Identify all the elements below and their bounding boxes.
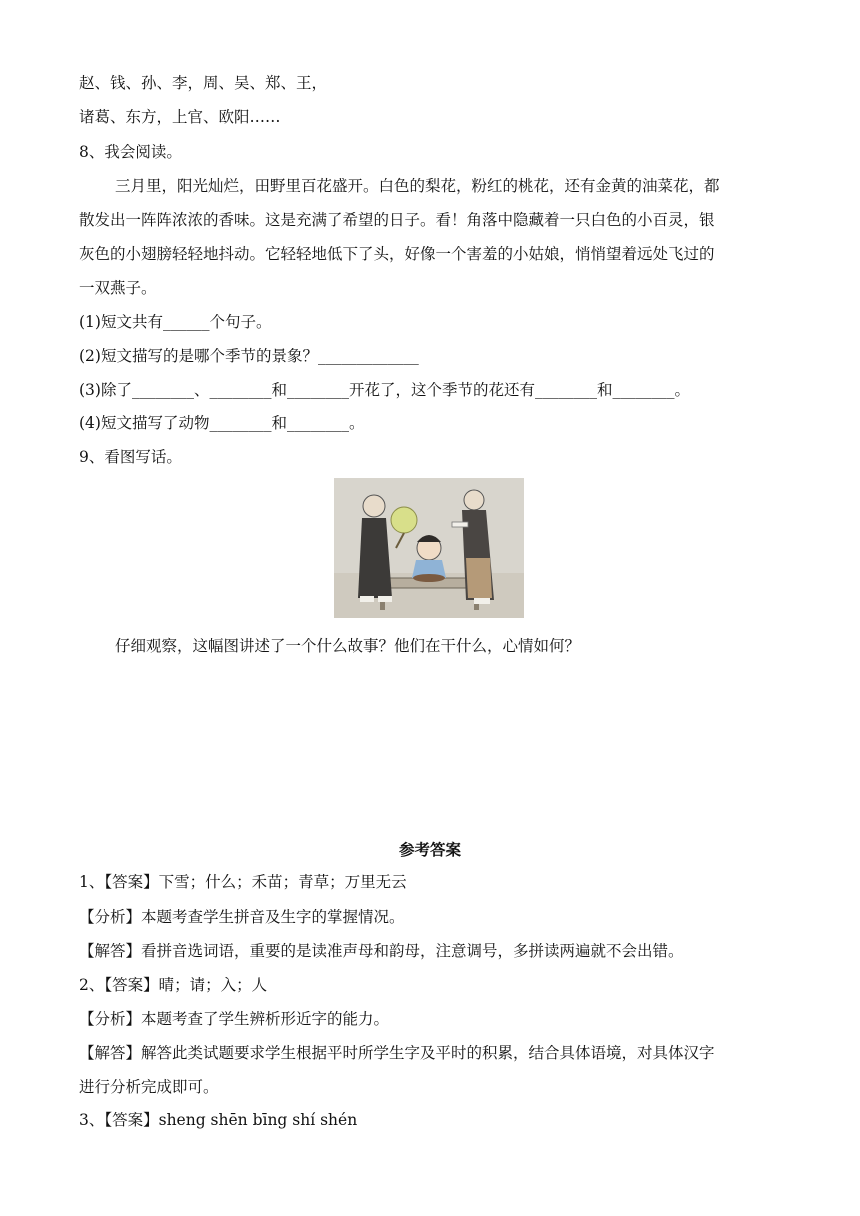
answer-1-analysis: 【分析】本题考查学生拼音及生字的掌握情况。 — [79, 908, 405, 926]
answer-3: 3、【答案】sheng shēn bīng shí shén — [79, 1111, 358, 1129]
passage-line: 三月里，阳光灿烂，田野里百花盛开。白色的梨花，粉红的桃花，还有金黄的油菜花，都 — [115, 177, 720, 195]
story-illustration — [334, 478, 524, 618]
passage-line: 散发出一阵阵浓浓的香味。这是充满了希望的日子。看！角落中隐藏着一只白色的小百灵，银 — [79, 211, 715, 229]
question-9-heading: 9、看图写话。 — [79, 448, 182, 466]
passage-line: 灰色的小翅膀轻轻地抖动。它轻轻地低下了头，好像一个害羞的小姑娘，悄悄望着远处飞过的 — [79, 245, 715, 263]
answer-2-analysis: 【分析】本题考查了学生辨析形近字的能力。 — [79, 1010, 390, 1028]
text-line: 诸葛、东方，上官、欧阳…… — [79, 108, 281, 126]
picture-writing-prompt: 仔细观察，这幅图讲述了一个什么故事？他们在干什么，心情如何？ — [115, 637, 581, 655]
answer-1-solution: 【解答】看拼音选词语，重要的是读准声母和韵母，注意调号，多拼读两遍就不会出错。 — [79, 942, 684, 960]
sub-question-3: (3)除了________、________和________开花了，这个季节的花还有________和________。 — [79, 381, 690, 399]
answer-2-solution: 【解答】解答此类试题要求学生根据平时所学生字及平时的积累，结合具体语境，对具体汉字 — [79, 1044, 715, 1062]
sub-question-1: (1)短文共有______个句子。 — [79, 313, 272, 331]
text-line: 赵、钱、孙、李，周、吴、郑、王， — [79, 74, 328, 92]
answer-2: 2、【答案】晴；请；入；人 — [79, 976, 268, 994]
answer-2-solution: 进行分析完成即可。 — [79, 1078, 219, 1096]
answer-section-title: 参考答案 — [398, 840, 461, 859]
sub-question-2: (2)短文描写的是哪个季节的景象？_____________ — [79, 347, 419, 365]
question-8-heading: 8、我会阅读。 — [79, 143, 182, 161]
passage-line: 一双燕子。 — [79, 279, 157, 297]
answer-1: 1、【答案】下雪；什么；禾苗；青草；万里无云 — [79, 873, 407, 891]
sub-question-4: (4)短文描写了动物________和________。 — [79, 414, 365, 432]
